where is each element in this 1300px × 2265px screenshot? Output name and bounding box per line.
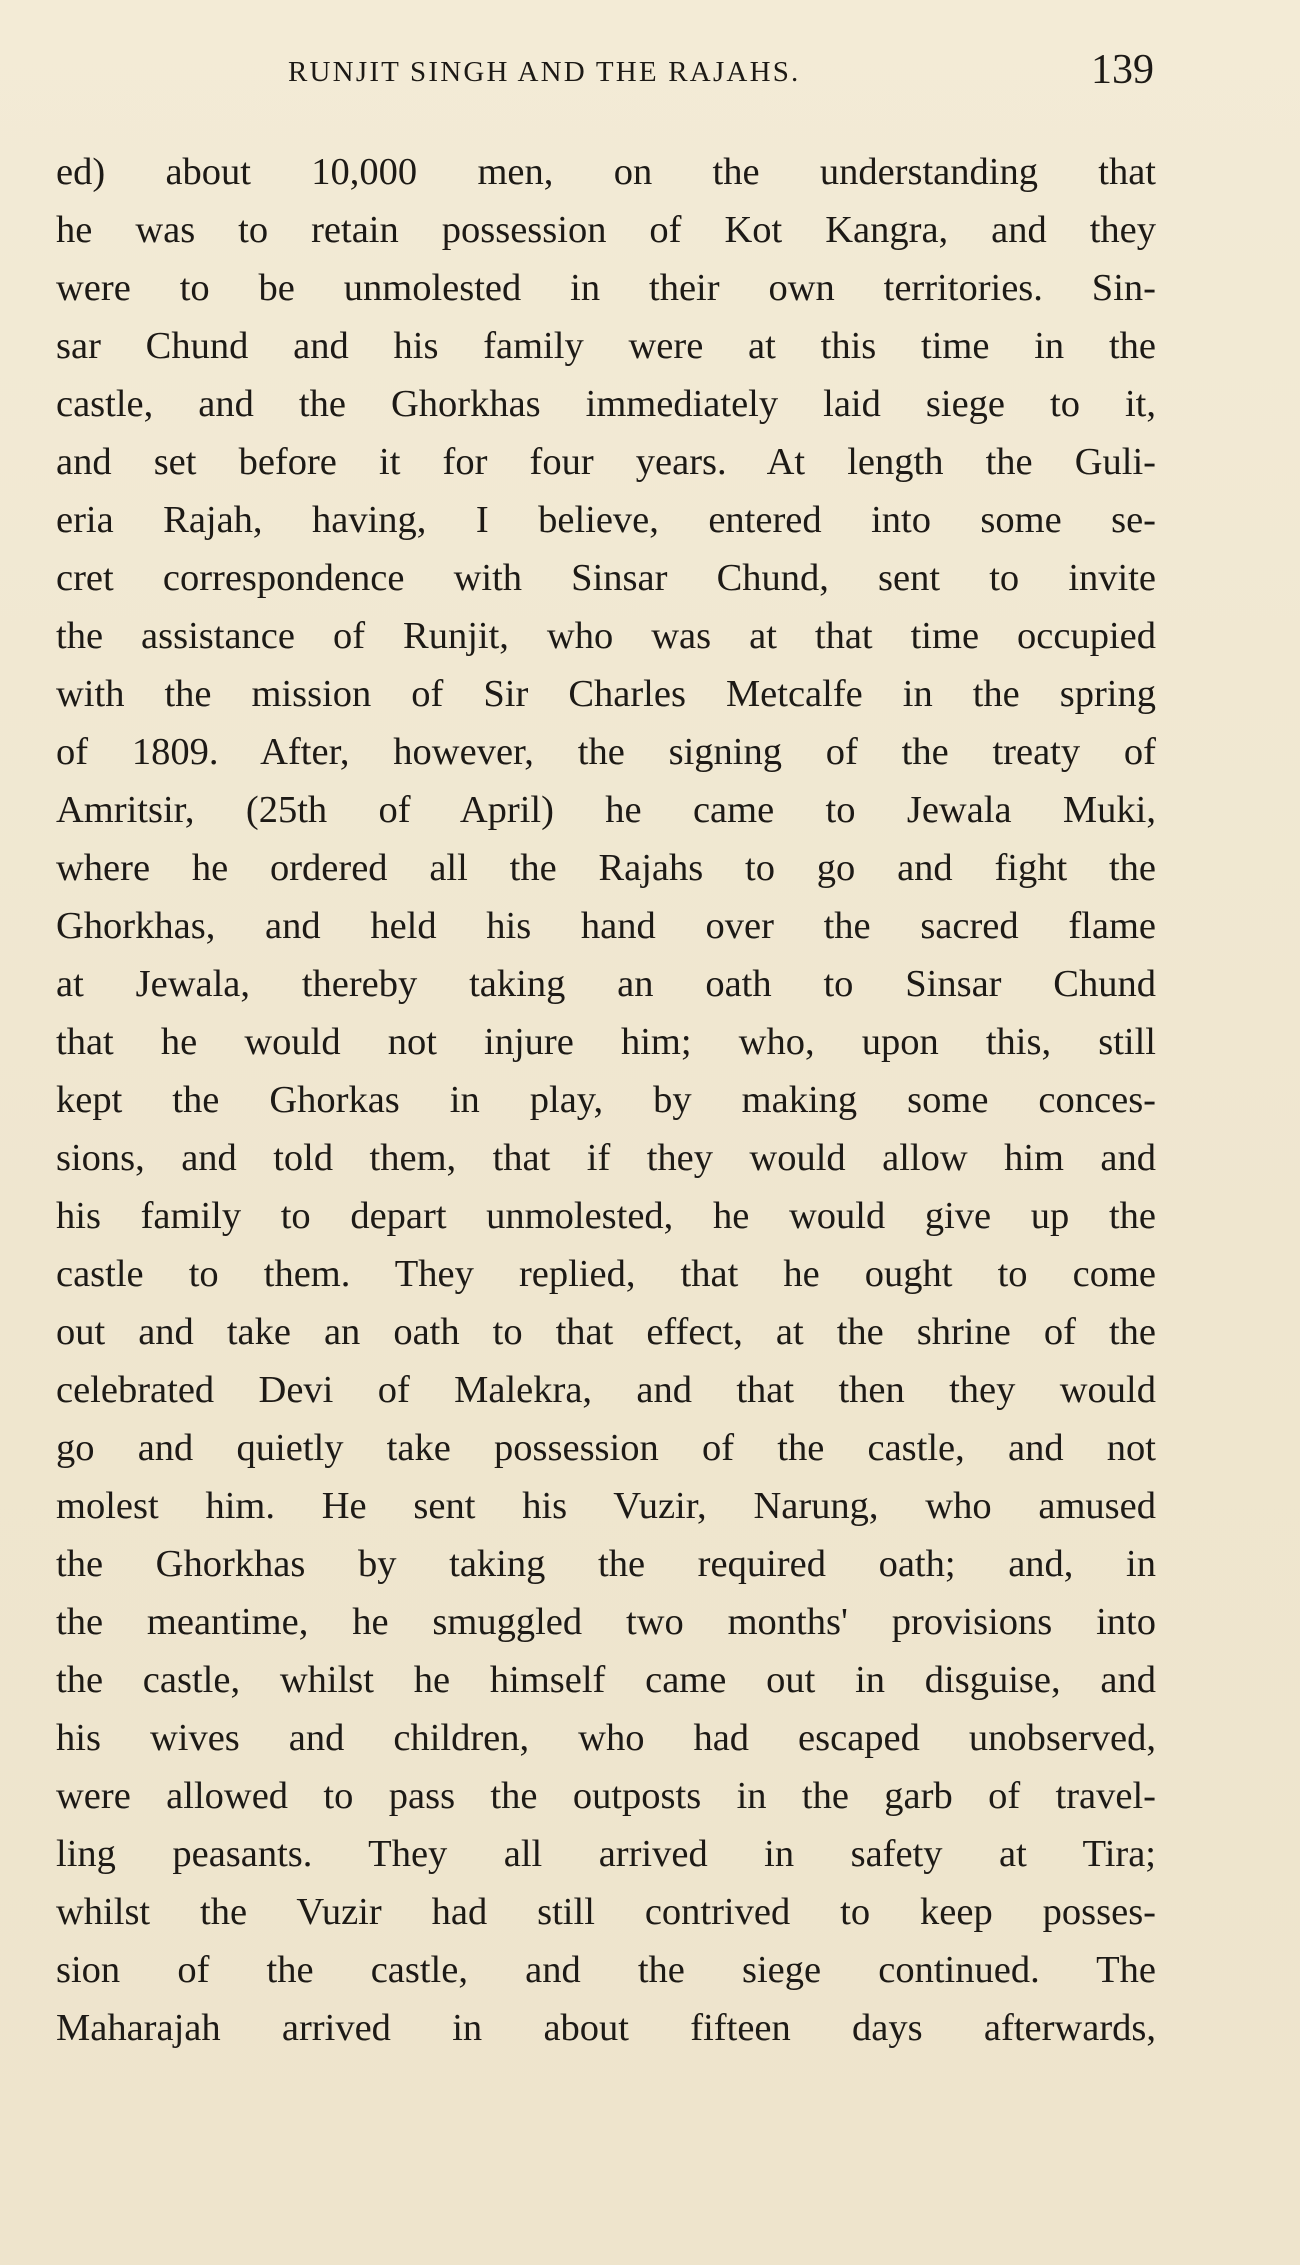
text-line: his family to depart unmolested, he would give up the xyxy=(56,1195,1156,1237)
text-line: of 1809. After, however, the signing of the treaty of xyxy=(56,731,1156,773)
running-title: RUNJIT SINGH AND THE RAJAHS. xyxy=(288,56,801,88)
body-text xyxy=(56,143,1156,2057)
text-line: where he ordered all the Rajahs to go and fight the xyxy=(56,847,1156,889)
text-line: ling peasants. They all arrived in safety at Tira; xyxy=(56,1833,1156,1875)
text-line: ed) about 10,000 men, on the understanding that xyxy=(56,151,1156,193)
text-line: the assistance of Runjit, who was at that time occupied xyxy=(56,615,1156,657)
text-line: and set before it for four years. At length the Guli- xyxy=(56,441,1156,483)
text-line: at Jewala, thereby taking an oath to Sinsar Chund xyxy=(56,963,1156,1005)
text-line: the meantime, he smuggled two months' provisions into xyxy=(56,1601,1156,1643)
text-line: the castle, whilst he himself came out in disguise, and xyxy=(56,1659,1156,1701)
text-line: eria Rajah, having, I believe, entered into some se- xyxy=(56,499,1156,541)
text-line: sions, and told them, that if they would allow him and xyxy=(56,1137,1156,1179)
text-line: Maharajah arrived in about fifteen days afterwards, xyxy=(56,2007,1156,2049)
text-line: celebrated Devi of Malekra, and that then they would xyxy=(56,1369,1156,1411)
text-line: molest him. He sent his Vuzir, Narung, who amused xyxy=(56,1485,1156,1527)
text-line: castle, and the Ghorkhas immediately laid siege to it, xyxy=(56,383,1156,425)
text-line: castle to them. They replied, that he ought to come xyxy=(56,1253,1156,1295)
text-line: sar Chund and his family were at this time in the xyxy=(56,325,1156,367)
text-line: kept the Ghorkas in play, by making some conces- xyxy=(56,1079,1156,1121)
text-line: that he would not injure him; who, upon this, still xyxy=(56,1021,1156,1063)
text-line: with the mission of Sir Charles Metcalfe in the spring xyxy=(56,673,1156,715)
text-line: his wives and children, who had escaped unobserved, xyxy=(56,1717,1156,1759)
text-line: go and quietly take possession of the castle, and not xyxy=(56,1427,1156,1469)
text-line: Amritsir, (25th of April) he came to Jewala Muki, xyxy=(56,789,1156,831)
text-line: sion of the castle, and the siege continued. The xyxy=(56,1949,1156,1991)
text-line: out and take an oath to that effect, at the shrine of the xyxy=(56,1311,1156,1353)
text-line: Ghorkhas, and held his hand over the sacred flame xyxy=(56,905,1156,947)
text-line: the Ghorkhas by taking the required oath; and, in xyxy=(56,1543,1156,1585)
text-line: were to be unmolested in their own territories. Sin- xyxy=(56,267,1156,309)
text-line: cret correspondence with Sinsar Chund, sent to invite xyxy=(56,557,1156,599)
page-number: 139 xyxy=(1091,47,1154,93)
text-line: whilst the Vuzir had still contrived to keep posses- xyxy=(56,1891,1156,1933)
running-header xyxy=(0,40,1300,100)
text-line: were allowed to pass the outposts in the garb of travel- xyxy=(56,1775,1156,1817)
text-line: he was to retain possession of Kot Kangra, and they xyxy=(56,209,1156,251)
